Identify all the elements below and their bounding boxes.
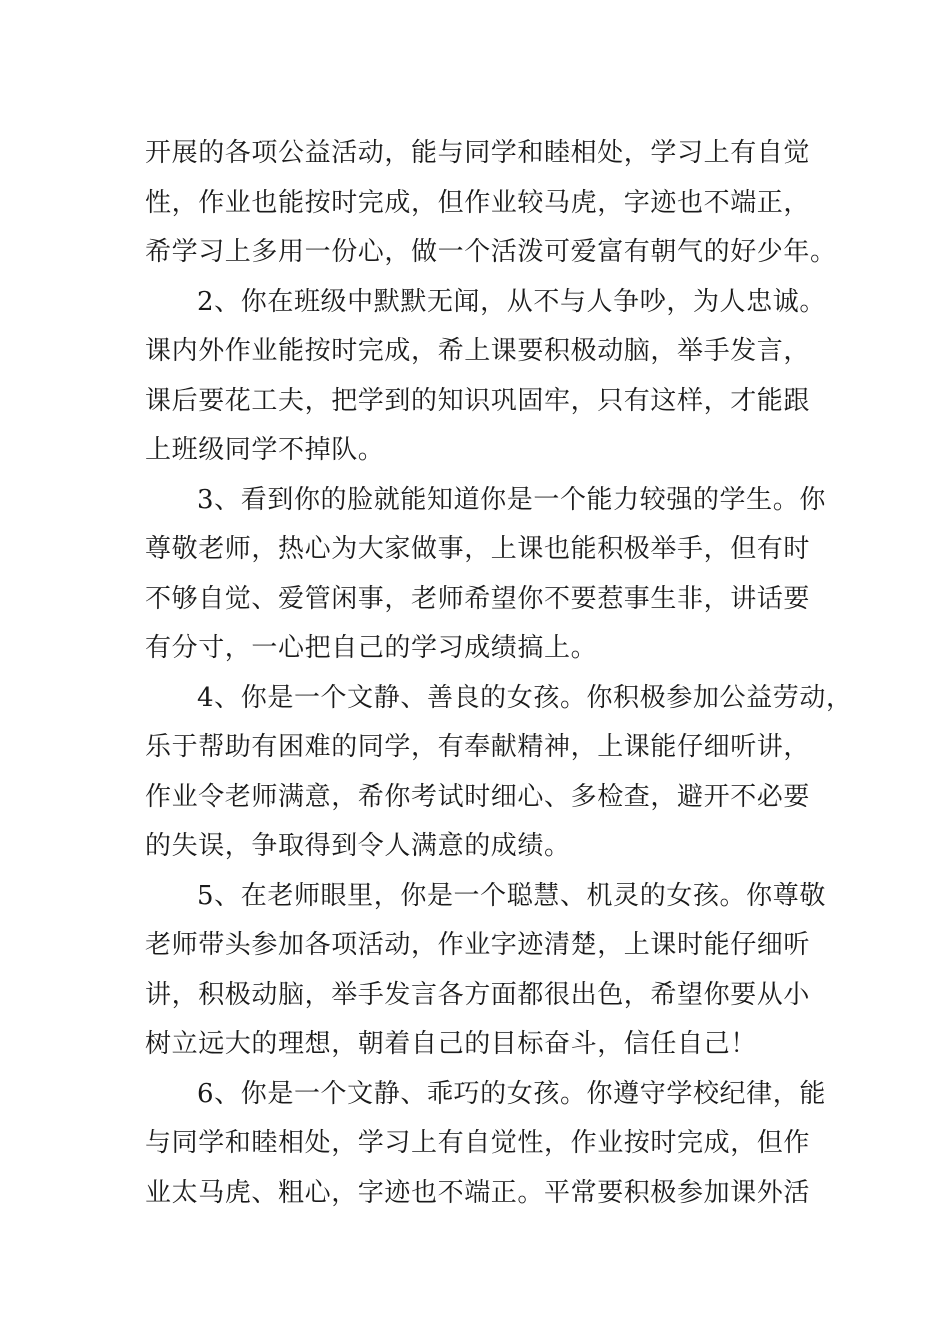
paragraph-line: 作业令老师满意，希你考试时细心、多检查，避开不必要 bbox=[145, 781, 811, 812]
paragraph-line: 4、你是一个文静、善良的女孩。你积极参加公益劳动， bbox=[197, 682, 853, 713]
paragraph-line: 上班级同学不掉队。 bbox=[145, 435, 385, 465]
paragraph-line: 希学习上多用一份心，做一个活泼可爱富有朝气的好少年。 bbox=[145, 237, 837, 267]
paragraph-line: 业太马虎、粗心，字迹也不端正。平常要积极参加课外活 bbox=[145, 1177, 811, 1208]
paragraph-line: 性，作业也能按时完成，但作业较马虎，字迹也不端正， bbox=[145, 187, 811, 218]
paragraph-line: 6、你是一个文静、乖巧的女孩。你遵守学校纪律，能 bbox=[197, 1078, 826, 1109]
paragraph-line: 课后要花工夫，把学到的知识巩固牢，只有这样，才能跟 bbox=[145, 385, 811, 416]
paragraph-line: 树立远大的理想，朝着自己的目标奋斗，信任自己！ bbox=[145, 1029, 757, 1059]
paragraph-line: 讲，积极动脑，举手发言各方面都很出色，希望你要从小 bbox=[145, 979, 811, 1010]
paragraph-line: 乐于帮助有困难的同学，有奉献精神，上课能仔细听讲， bbox=[145, 732, 811, 762]
paragraph-line: 开展的各项公益活动，能与同学和睦相处，学习上有自觉 bbox=[145, 138, 811, 168]
paragraph-line: 课内外作业能按时完成，希上课要积极动脑，举手发言， bbox=[145, 336, 811, 366]
paragraph-line: 不够自觉、爱管闲事，老师希望你不要惹事生非，讲话要 bbox=[145, 583, 811, 614]
paragraph-line: 的失误，争取得到令人满意的成绩。 bbox=[145, 831, 571, 861]
paragraph-line: 老师带头参加各项活动，作业字迹清楚，上课时能仔细听 bbox=[145, 930, 811, 960]
paragraph-line: 5、在老师眼里，你是一个聪慧、机灵的女孩。你尊敬 bbox=[197, 880, 826, 911]
paragraph-line: 尊敬老师，热心为大家做事，上课也能积极举手，但有时 bbox=[145, 534, 811, 564]
paragraph-line: 3、看到你的脸就能知道你是一个能力较强的学生。你 bbox=[197, 484, 826, 515]
paragraph-line: 有分寸，一心把自己的学习成绩搞上。 bbox=[145, 633, 598, 663]
paragraph-line: 2、你在班级中默默无闻，从不与人争吵，为人忠诚。 bbox=[197, 286, 826, 317]
document-body bbox=[145, 129, 853, 1218]
paragraph-line: 与同学和睦相处，学习上有自觉性，作业按时完成，但作 bbox=[145, 1128, 811, 1158]
